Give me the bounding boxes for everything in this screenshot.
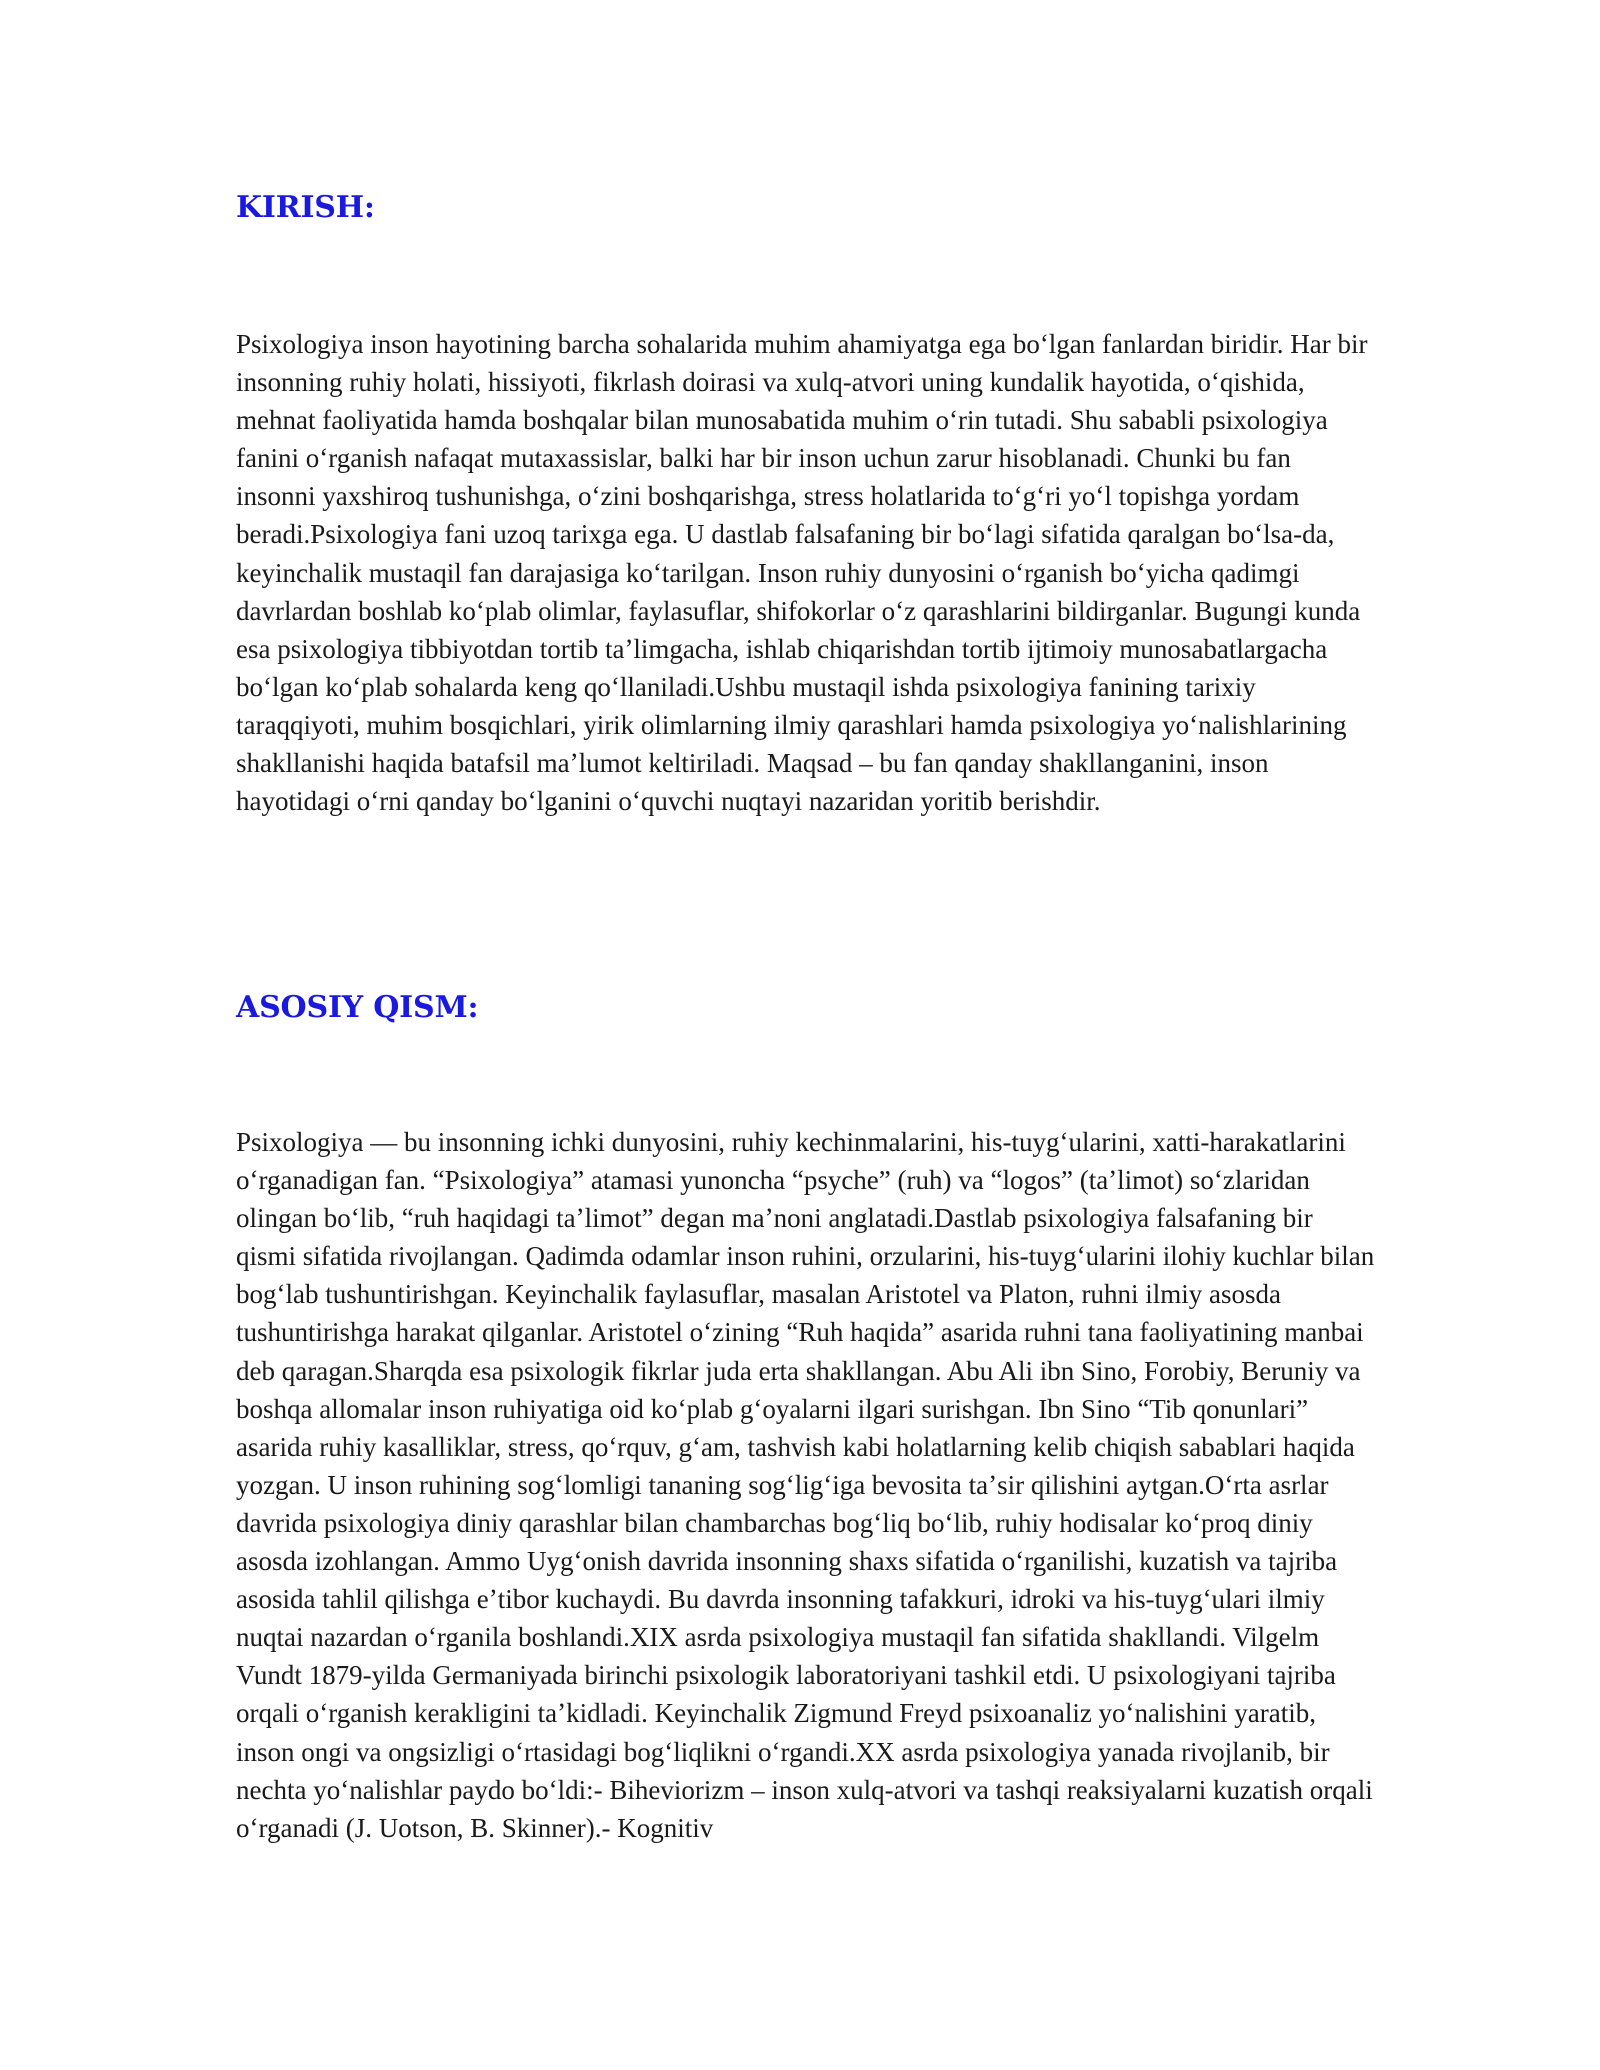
section-heading-kirish: KIRISH: bbox=[236, 190, 375, 225]
section-paragraph-kirish: Psixologiya inson hayotining barcha sohalarida muhim ahamiyatga ega boʻlgan fanlardan biridir. Har bir insonning ruhiy holati, hissiyoti, fikrlash doirasi va xulq-atvori uning kundalik hayotida, oʻqishida, mehnat faoliyatida hamda boshqalar bilan munosabatida muhim oʻrin tutadi. Shu sababli psixologiya fanini oʻrganish nafaqat mutaxassislar, balki har bir inson uchun zarur hisoblanadi. Chunki bu fan insonni yaxshiroq tushunishga, oʻzini boshqarishga, stress holatlarida toʻgʻri yoʻl topishga yordam beradi.Psixologiya fani uzoq tarixga ega. U dastlab falsafaning bir boʻlagi sifatida qaralgan boʻlsa-da, keyinchalik mustaqil fan darajasiga koʻtarilgan. Inson ruhiy dunyosini oʻrganish boʻyicha qadimgi davrlardan boshlab koʻplab olimlar, faylasuflar, shifokorlar oʻz qarashlarini bildirganlar. Bugungi kunda esa psixologiya tibbiyotdan tortib taʼlimgacha, ishlab chiqarishdan tortib ijtimoiy munosabatlargacha boʻlgan koʻplab sohalarda keng qoʻllaniladi.Ushbu mustaqil ishda psixologiya fanining tarixiy taraqqiyoti, muhim bosqichlari, yirik olimlarning ilmiy qarashlari hamda psixologiya yoʻnalishlarining shakllanishi haqida batafsil maʼlumot keltiriladi. Maqsad – bu fan qanday shakllanganini, inson hayotidagi oʻrni qanday boʻlganini oʻquvchi nuqtayi nazaridan yoritib berishdir. bbox=[236, 329, 1368, 817]
section-heading-asosiy-qism: ASOSIY QISM: bbox=[236, 990, 479, 1025]
section-paragraph-asosiy-qism: Psixologiya — bu insonning ichki dunyosini, ruhiy kechinmalarini, his-tuygʻularini, xatti-harakatlarini oʻrganadigan fan. “Psixologiya” atamasi yunoncha “psyche” (ruh) va “logos” (taʼlimot) soʻzlaridan olingan boʻlib, “ruh haqidagi taʼlimot” degan maʼnoni anglatadi.Dastlab psixologiya falsafaning bir qismi sifatida rivojlangan. Qadimda odamlar inson ruhini, orzularini, his-tuygʻularini ilohiy kuchlar bilan bogʻlab tushuntirishgan. Keyinchalik faylasuflar, masalan Aristotel va Platon, ruhni ilmiy asosda tushuntirishga harakat qilganlar. Aristotel oʻzining “Ruh haqida” asarida ruhni tana faoliyatining manbai deb qaragan.Sharqda esa psixologik fikrlar juda erta shakllangan. Abu Ali ibn Sino, Forobiy, Beruniy va boshqa allomalar inson ruhiyatiga oid koʻplab gʻoyalarni ilgari surishgan. Ibn Sino “Tib qonunlari” asarida ruhiy kasalliklar, stress, qoʻrquv, gʻam, tashvish kabi holatlarning kelib chiqish sabablari haqida yozgan. U inson ruhining sogʻlomligi tananing sogʻligʻiga bevosita taʼsir qilishini aytgan.Oʻrta asrlar davrida psixologiya diniy qarashlar bilan chambarchas bogʻliq boʻlib, ruhiy hodisalar koʻproq diniy asosda izohlangan. Ammo Uygʻonish davrida insonning shaxs sifatida oʻrganilishi, kuzatish va tajriba asosida tahlil qilishga eʼtibor kuchaydi. Bu davrda insonning tafakkuri, idroki va his-tuygʻulari ilmiy nuqtai nazardan oʻrganila boshlandi.XIX asrda psixologiya mustaqil fan sifatida shakllandi. Vilgelm Vundt 1879-yilda Germaniyada birinchi psixologik laboratoriyani tashkil etdi. U psixologiyani tajriba orqali oʻrganish kerakligini taʼkidladi. Keyinchalik Zigmund Freyd psixoanaliz yoʻnalishini yaratib, inson ongi va ongsizligi oʻrtasidagi bogʻliqlikni oʻrgandi.XX asrda psixologiya yanada rivojlanib, bir nechta yoʻnalishlar paydo boʻldi:- Biheviorizm – inson xulq-atvori va tashqi reaksiyalarni kuzatish orqali oʻrganadi (J. Uotson, B. Skinner).- Kognitiv bbox=[236, 1127, 1375, 1843]
